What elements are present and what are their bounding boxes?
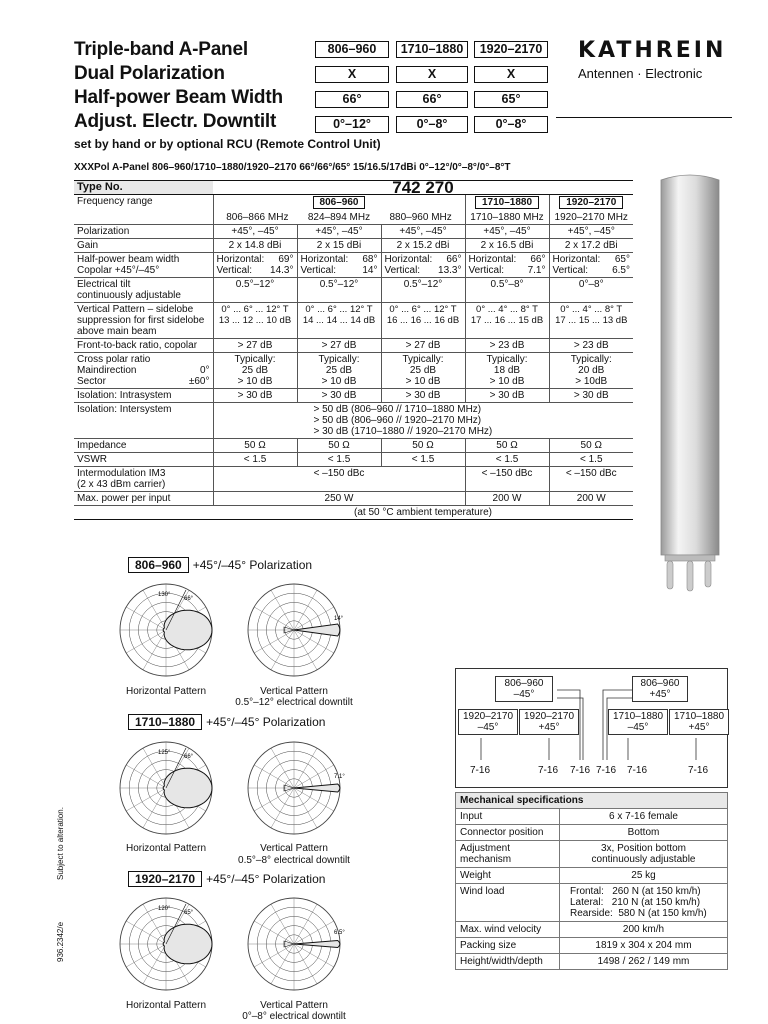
sidelobe-label-2: suppression for first sidelobe	[77, 315, 205, 326]
gain-cell: 2 x 15 dBi	[297, 239, 381, 253]
pattern-pol-text: +45°/–45° Polarization	[206, 872, 326, 886]
polar-spoke	[294, 788, 317, 828]
iso-intra-label: Isolation: Intrasystem	[74, 389, 213, 403]
sidelobe-tilt: 0° ... 4° ... 8° T	[476, 304, 538, 315]
xpol-main: 25 dB	[241, 365, 269, 376]
polar-spoke	[271, 630, 294, 670]
xpol-typ: Typically:	[486, 354, 528, 365]
freq-5: 1920–2170 MHz	[554, 212, 628, 223]
conn-1710-minus-pol: –45°	[627, 722, 649, 733]
beamwidth-label: 66°	[184, 754, 194, 760]
hpbw-v-label: Vertical:	[468, 265, 505, 276]
beamwidth-label: 6.5°	[334, 930, 345, 936]
v-caption-1920: Vertical Pattern	[260, 1000, 328, 1011]
vswr-cell: < 1.5	[297, 453, 381, 467]
polar-spoke	[294, 944, 317, 984]
polar-spoke	[271, 748, 294, 788]
polar-spoke	[126, 630, 166, 653]
side-doc: 936.2342/e	[56, 921, 65, 962]
horizontal-lobe	[163, 768, 212, 808]
polar-spoke	[126, 944, 166, 967]
v-caption-1710: Vertical Pattern	[260, 843, 328, 854]
polar-spoke	[143, 788, 166, 828]
pol-cell: +45°, –45°	[549, 225, 633, 239]
polar-spoke	[126, 765, 166, 788]
ring-label: 120°	[158, 906, 171, 912]
xpol-main: 25 dB	[325, 365, 353, 376]
mech-table	[455, 792, 728, 970]
mech-key: Input	[456, 809, 560, 825]
dualpol-box-2: X	[396, 66, 468, 83]
mech-key: Max. wind velocity	[456, 922, 560, 938]
mech-key: Packing size	[456, 938, 560, 954]
xpol-angle-1: 0°	[199, 365, 210, 376]
ring-label: 125°	[158, 750, 171, 756]
polar-spoke	[271, 904, 294, 944]
conn-1710-plus	[669, 709, 729, 735]
hpbw-h-label: Horizontal:	[552, 254, 601, 265]
pattern-band-1710: 1710–1880	[128, 714, 202, 730]
tilt-box-3: 0°–8°	[474, 116, 548, 133]
gain-cell: 2 x 15.2 dBi	[381, 239, 465, 253]
conn-label: 7-16	[538, 765, 559, 776]
iso-intra-cell: > 30 dB	[381, 389, 465, 403]
xpol-sector: > 10 dB	[405, 376, 441, 387]
im3-cell: < –150 dBc	[549, 467, 633, 492]
pwr-cell: 250 W	[324, 493, 354, 504]
xpol-sector: > 10 dB	[489, 376, 525, 387]
iso-inter-label: Isolation: Intersystem	[74, 403, 213, 439]
polar-spoke	[271, 590, 294, 630]
freq-label: Frequency range	[74, 195, 213, 225]
tilt-label-1: Electrical tilt	[77, 279, 131, 290]
side-note: Subject to alteration.	[56, 807, 65, 880]
hpbw-h: 66°	[446, 254, 462, 265]
im3-label-2: (2 x 43 dBm carrier)	[77, 479, 166, 490]
v-caption-806: Vertical Pattern	[260, 686, 328, 697]
antenna-image	[655, 170, 725, 595]
band-tag-1920: 1920–2170	[559, 196, 623, 209]
mech-val: 200 km/h	[560, 922, 728, 938]
polar-spoke	[294, 904, 317, 944]
sidelobe-tilt: 0° ... 4° ... 8° T	[560, 304, 623, 315]
xpol-sector: > 10dB	[575, 376, 608, 387]
pol-cell: +45°, –45°	[213, 225, 297, 239]
sidelobe-label-3: above main beam	[77, 326, 157, 337]
imp-label: Impedance	[74, 439, 213, 453]
conn-1920-plus-pol: +45°	[538, 722, 560, 733]
type-number: 742 270	[213, 181, 633, 195]
imp-cell: 50 Ω	[465, 439, 549, 453]
type-label: Type No.	[74, 181, 213, 195]
sidelobe-db: 17 ... 15 ... 13 dB	[555, 315, 628, 326]
dualpol-box-1: X	[315, 66, 389, 83]
tilt-cell: 0.5°–8°	[465, 278, 549, 303]
h-caption-806: Horizontal Pattern	[125, 686, 207, 697]
tilt-cell: 0.5°–12°	[213, 278, 297, 303]
hpbw-v-label: Vertical:	[216, 265, 253, 276]
hpbw-h: 66°	[530, 254, 546, 265]
pattern-header-1920	[128, 871, 325, 887]
conn-label: 7-16	[570, 765, 591, 776]
mech-key: Wind load	[456, 884, 560, 922]
freq-3: 880–960 MHz	[389, 212, 452, 223]
xpol-main: 25 dB	[409, 365, 437, 376]
conn-806-plus-pol: +45°	[649, 689, 671, 700]
horizontal-pattern-806	[110, 578, 222, 682]
tilt-cell: 0.5°–12°	[381, 278, 465, 303]
sidelobe-db: 16 ... 16 ... 16 dB	[386, 315, 460, 326]
im3-label-1: Intermodulation IM3	[77, 468, 166, 479]
polar-spoke	[271, 788, 294, 828]
mech-val: Lateral: 210 N (at 150 km/h)	[570, 897, 701, 908]
logo-divider	[556, 117, 732, 118]
ftb-cell: > 27 dB	[381, 339, 465, 353]
conn-806-minus	[495, 676, 553, 702]
polar-spoke	[294, 590, 317, 630]
hpbw-v: 13.3°	[438, 265, 462, 276]
hpbw-label-2: Copolar +45°/–45°	[77, 265, 160, 276]
pol-cell: +45°, –45°	[465, 225, 549, 239]
ftb-cell: > 23 dB	[465, 339, 549, 353]
tilt-box-2: 0°–8°	[396, 116, 468, 133]
hpbw-h: 69°	[278, 254, 294, 265]
hpbw-h: 65°	[614, 254, 630, 265]
vswr-cell: < 1.5	[213, 453, 297, 467]
iso-intra-cell: > 30 dB	[213, 389, 297, 403]
sidelobe-db: 14 ... 14 ... 14 dB	[302, 315, 376, 326]
title-line-3: Half-power Beam Width	[74, 87, 283, 108]
horizontal-lobe	[163, 610, 212, 650]
iso-intra-cell: > 30 dB	[465, 389, 549, 403]
pwr-note: (at 50 °C ambient temperature)	[213, 506, 633, 520]
mech-val: Bottom	[560, 825, 728, 841]
v-sub-1710: 0.5°–8° electrical downtilt	[238, 855, 350, 866]
polar-spoke	[254, 765, 294, 788]
xpol-main: 18 dB	[493, 365, 521, 376]
vertical-pattern-806	[238, 578, 350, 682]
spec-table	[74, 180, 633, 520]
pwr-label: Max. power per input	[74, 492, 213, 506]
conn-806-plus	[632, 676, 688, 702]
brand-tagline: Antennen · Electronic	[578, 66, 703, 81]
iso-inter-1: > 50 dB (806–960 // 1710–1880 MHz)	[313, 404, 482, 415]
pattern-band-806: 806–960	[128, 557, 189, 573]
xpol-typ: Typically:	[318, 354, 360, 365]
polar-spoke	[254, 788, 294, 811]
title-line-2: Dual Polarization	[74, 63, 225, 84]
tilt-label-2: continuously adjustable	[77, 290, 181, 301]
hpbw-v-label: Vertical:	[384, 265, 421, 276]
xpol-label-1: Cross polar ratio	[77, 354, 151, 365]
ftb-label: Front-to-back ratio, copolar	[74, 339, 213, 353]
horizontal-pattern-1710	[110, 736, 222, 840]
mech-key: Weight	[456, 868, 560, 884]
sidelobe-db: 13 ... 12 ... 10 dB	[218, 315, 292, 326]
conn-806-minus-pol: –45°	[513, 689, 535, 700]
polar-spoke	[294, 748, 317, 788]
xpol-typ: Typically:	[570, 354, 612, 365]
polar-spoke	[254, 607, 294, 630]
gain-cell: 2 x 16.5 dBi	[465, 239, 549, 253]
vswr-cell: < 1.5	[381, 453, 465, 467]
xpol-sector: > 10 dB	[321, 376, 357, 387]
polar-spoke	[143, 630, 166, 670]
hpbw-h-label: Horizontal:	[384, 254, 433, 265]
polar-spoke	[294, 944, 334, 967]
iso-inter-2: > 50 dB (806–960 // 1920–2170 MHz)	[313, 415, 482, 426]
title-line-1: Triple-band A-Panel	[74, 39, 248, 60]
vertical-pattern-1920	[238, 892, 350, 996]
conn-1920-plus-band: 1920–2170	[523, 711, 575, 722]
vertical-lobe	[294, 784, 340, 792]
band-tag-1710: 1710–1880	[475, 196, 539, 209]
h-caption-1920: Horizontal Pattern	[125, 1000, 207, 1011]
h-caption-1710: Horizontal Pattern	[125, 843, 207, 854]
imp-cell: 50 Ω	[213, 439, 297, 453]
tilt-box-1: 0°–12°	[315, 116, 389, 133]
conn-1710-plus-pol: +45°	[688, 722, 710, 733]
iso-intra-cell: > 30 dB	[549, 389, 633, 403]
mech-val: Frontal: 260 N (at 150 km/h)	[570, 886, 701, 897]
freq-4: 1710–1880 MHz	[470, 212, 544, 223]
conn-label: 7-16	[470, 765, 491, 776]
polar-spoke	[294, 921, 334, 944]
bw-box-1: 66°	[315, 91, 389, 108]
polar-spoke	[126, 921, 166, 944]
bw-box-3: 65°	[474, 91, 548, 108]
conn-1710-minus	[608, 709, 668, 735]
mech-val: 3x, Position bottom	[600, 843, 687, 854]
gain-cell: 2 x 17.2 dBi	[549, 239, 633, 253]
conn-1920-minus	[458, 709, 518, 735]
mech-key: Adjustment mechanism	[456, 841, 560, 868]
band-tag-806: 806–960	[313, 196, 366, 209]
polar-spoke	[271, 944, 294, 984]
horizontal-lobe	[163, 924, 212, 964]
sidelobe-db: 17 ... 16 ... 15 dB	[470, 315, 544, 326]
polar-spoke	[126, 607, 166, 630]
pwr-cell: 200 W	[549, 492, 633, 506]
xpol-angle-2: ±60°	[188, 376, 210, 387]
xpol-typ: Typically:	[402, 354, 444, 365]
gain-cell: 2 x 14.8 dBi	[213, 239, 297, 253]
pattern-pol-text: +45°/–45° Polarization	[206, 715, 326, 729]
band-box-2: 1710–1880	[396, 41, 468, 58]
mech-val: 6 x 7-16 female	[560, 809, 728, 825]
ring-label: 130°	[158, 592, 171, 598]
pwr-cell: 200 W	[465, 492, 549, 506]
polar-spoke	[254, 630, 294, 653]
bw-box-2: 66°	[396, 91, 468, 108]
xpol-main: 20 dB	[578, 365, 605, 376]
polar-spoke	[126, 788, 166, 811]
conn-label: 7-16	[688, 765, 709, 776]
tilt-cell: 0.5°–12°	[297, 278, 381, 303]
horizontal-pattern-1920	[110, 892, 222, 996]
polar-spoke	[254, 944, 294, 967]
tilt-cell: 0°–8°	[549, 278, 633, 303]
band-box-1: 806–960	[315, 41, 389, 58]
hpbw-v-label: Vertical:	[300, 265, 337, 276]
band-box-3: 1920–2170	[474, 41, 548, 58]
xpol-label-3: Sector	[77, 376, 106, 387]
pattern-header-1710	[128, 714, 325, 730]
mech-val: continuously adjustable	[591, 854, 696, 865]
pattern-pol-text: +45°/–45° Polarization	[192, 558, 313, 572]
pol-cell: +45°, –45°	[297, 225, 381, 239]
polar-spoke	[294, 630, 317, 670]
beamwidth-label: 7.1°	[334, 774, 345, 780]
hpbw-v: 6.5°	[612, 265, 630, 276]
beamwidth-label: 14°	[334, 616, 344, 622]
sidelobe-label-1: Vertical Pattern – sidelobe	[77, 304, 194, 315]
xpol-typ: Typically:	[234, 354, 276, 365]
conn-label: 7-16	[627, 765, 648, 776]
brand-logo: KATHREIN	[578, 38, 727, 63]
conn-806-plus-band: 806–960	[640, 678, 680, 689]
hpbw-h-label: Horizontal:	[300, 254, 349, 265]
v-sub-806: 0.5°–12° electrical downtilt	[235, 697, 353, 708]
vswr-label: VSWR	[74, 453, 213, 467]
sidelobe-tilt: 0° ... 6° ... 12° T	[389, 304, 457, 315]
hpbw-h-label: Horizontal:	[216, 254, 265, 265]
model-line: XXXPol A-Panel 806–960/1710–1880/1920–2170 66°/66°/65° 15/16.5/17dBi 0°–12°/0°–8°/0°–8°T	[74, 162, 511, 173]
hpbw-v: 14°	[362, 265, 378, 276]
conn-1920-minus-pol: –45°	[477, 722, 499, 733]
ftb-cell: > 27 dB	[213, 339, 297, 353]
conn-1710-minus-band: 1710–1880	[612, 711, 664, 722]
mech-key: Height/width/depth	[456, 954, 560, 970]
v-sub-1920: 0°–8° electrical downtilt	[242, 1011, 346, 1022]
beamwidth-label: 65°	[184, 910, 194, 916]
freq-2: 824–894 MHz	[307, 212, 371, 223]
xpol-sector: > 10 dB	[237, 376, 273, 387]
vswr-cell: < 1.5	[549, 453, 633, 467]
mech-val: Rearside: 580 N (at 150 km/h)	[570, 908, 707, 919]
conn-1920-plus	[519, 709, 579, 735]
sidelobe-tilt: 0° ... 6° ... 12° T	[305, 304, 373, 315]
vertical-lobe	[294, 941, 340, 948]
pol-cell: +45°, –45°	[381, 225, 465, 239]
title-line-4: Adjust. Electr. Downtilt	[74, 111, 277, 132]
dualpol-box-3: X	[474, 66, 548, 83]
iso-intra-cell: > 30 dB	[297, 389, 381, 403]
conn-1920-minus-band: 1920–2170	[462, 711, 514, 722]
row-label: Polarization	[74, 225, 213, 239]
set-by-line: set by hand or by optional RCU (Remote Control Unit)	[74, 137, 381, 151]
vertical-pattern-1710	[238, 736, 350, 840]
ftb-cell: > 23 dB	[549, 339, 633, 353]
hpbw-h-label: Horizontal:	[468, 254, 517, 265]
hpbw-label-1: Half-power beam width	[77, 254, 180, 265]
mech-key: Connector position	[456, 825, 560, 841]
conn-806-minus-band: 806–960	[504, 678, 544, 689]
mech-val: 1819 x 304 x 204 mm	[560, 938, 728, 954]
hpbw-v-label: Vertical:	[552, 265, 589, 276]
imp-cell: 50 Ω	[381, 439, 465, 453]
vswr-cell: < 1.5	[465, 453, 549, 467]
hpbw-v: 14.3°	[270, 265, 294, 276]
mech-title: Mechanical specifications	[456, 793, 728, 809]
mech-val: 1498 / 262 / 149 mm	[560, 954, 728, 970]
im3-cell: < –150 dBc	[213, 467, 465, 492]
xpol-label-2: Maindirection	[77, 365, 137, 376]
conn-1710-plus-band: 1710–1880	[673, 711, 725, 722]
pattern-header-806	[128, 557, 312, 573]
hpbw-v: 7.1°	[527, 265, 546, 276]
imp-cell: 50 Ω	[297, 439, 381, 453]
iso-inter-3: > 30 dB (1710–1880 // 1920–2170 MHz)	[313, 426, 493, 437]
ftb-cell: > 27 dB	[297, 339, 381, 353]
sidelobe-tilt: 0° ... 6° ... 12° T	[221, 304, 289, 315]
polar-spoke	[254, 921, 294, 944]
hpbw-h: 68°	[362, 254, 378, 265]
pattern-band-1920: 1920–2170	[128, 871, 202, 887]
imp-cell: 50 Ω	[549, 439, 633, 453]
beamwidth-label: 66°	[184, 596, 194, 602]
im3-cell: < –150 dBc	[465, 467, 549, 492]
row-label: Gain	[74, 239, 213, 253]
polar-spoke	[143, 944, 166, 984]
conn-label: 7-16	[596, 765, 617, 776]
mech-val: 25 kg	[560, 868, 728, 884]
freq-1: 806–866 MHz	[226, 212, 289, 223]
